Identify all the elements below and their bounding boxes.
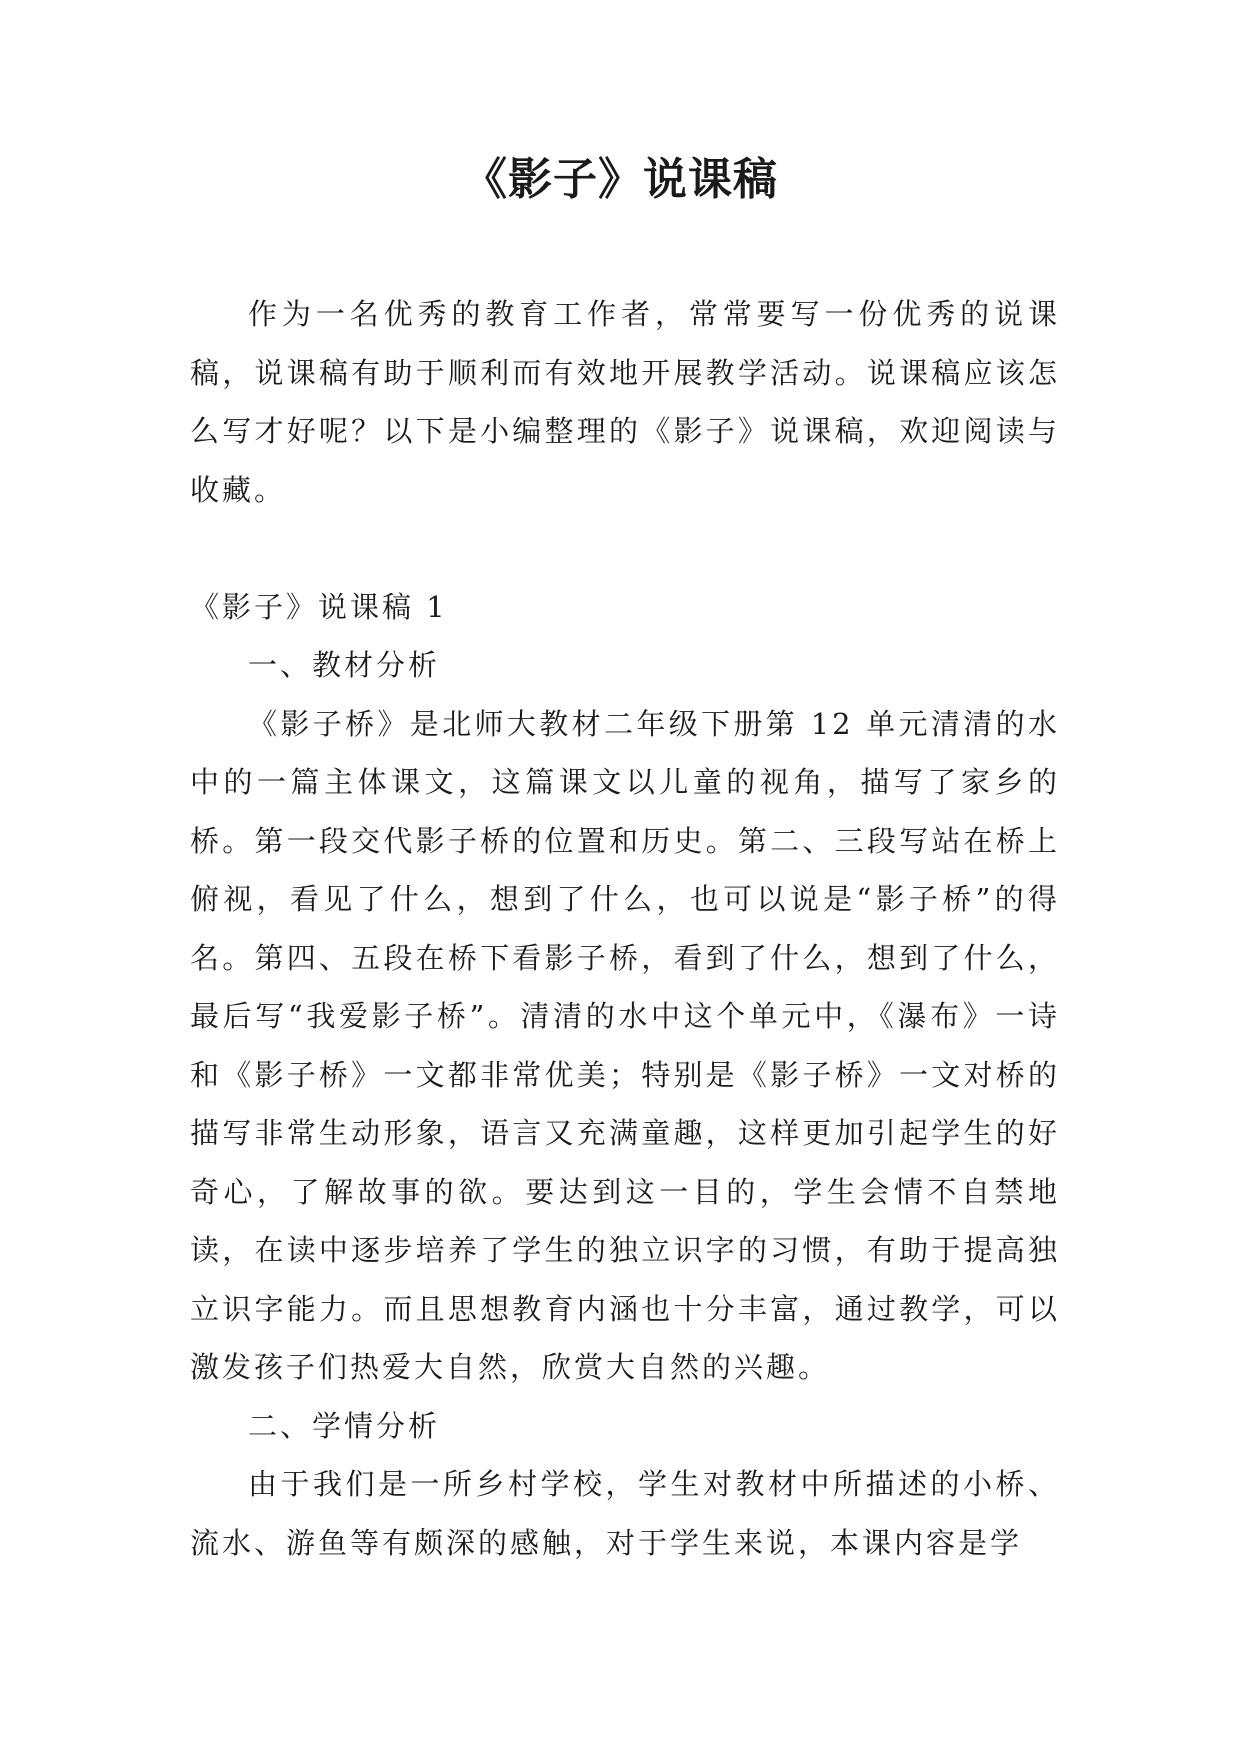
intro-paragraph: 作为一名优秀的教育工作者，常常要写一份优秀的说课稿，说课稿有助于顺利而有效地开展教学活动。说课稿应该怎么写才好呢？以下是小编整理的《影子》说课稿，欢迎阅读与收藏。 [190, 297, 1060, 507]
student-analysis-paragraph: 由于我们是一所乡村学校，学生对教材中所描述的小桥、流水、游鱼等有颇深的感触，对于学生来说，本课内容是学 [190, 1467, 1060, 1560]
textbook-analysis-paragraph: 《影子桥》是北师大教材二年级下册第 12 单元清清的水中的一篇主体课文，这篇课文以儿童的视角，描写了家乡的桥。第一段交代影子桥的位置和历史。第二、三段写站在桥上俯视，看见了什么，想到了什么，也可以说是“影子桥”的得名。第四、五段在桥下看影子桥，看到了什么，想到了什么，最后写“我爱影子桥”。清清的水中这个单元中，《瀑布》一诗和《影子桥》一文都非常优美；特别是《影子桥》一文对桥的描写非常生动形象，语言又充满童趣，这样更加引起学生的好奇心，了解故事的欲。要达到这一目的，学生会情不自禁地读，在读中逐步培养了学生的独立识字的习惯，有助于提高独立识字能力。而且思想教育内涵也十分丰富，通过教学，可以激发孩子们热爱大自然，欣赏大自然的兴趣。 [190, 706, 1060, 1384]
document-body [190, 285, 1060, 1572]
document-title: 《影子》说课稿 [463, 154, 778, 205]
section-heading-student-analysis: 二、学情分析 [248, 1408, 441, 1443]
paragraph-spacer [190, 519, 1060, 578]
section-heading-textbook-analysis: 一、教材分析 [248, 648, 441, 682]
section-title: 《影子》说课稿 1 [190, 589, 448, 624]
